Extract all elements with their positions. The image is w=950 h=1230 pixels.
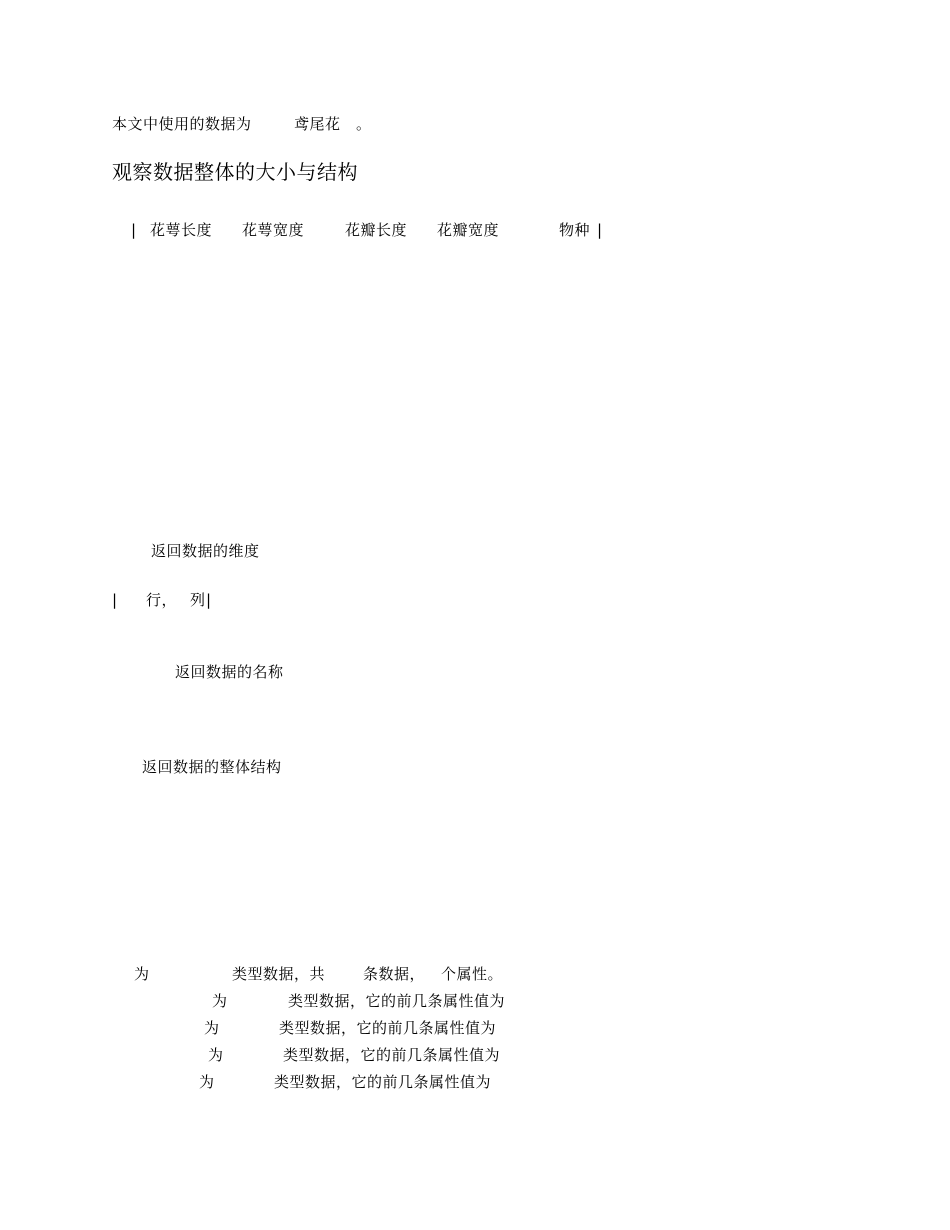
column-petal-width: 花瓣宽度 <box>437 221 500 239</box>
dim-bar-left: | <box>112 591 118 609</box>
summary-rows-text: 条数据， <box>363 965 426 983</box>
structure-line-wei: 为 <box>208 1046 224 1064</box>
summary-type-text: 类型数据，共 <box>232 965 326 983</box>
intro-prefix: 本文中使用的数据为 <box>112 115 252 133</box>
dim-output <box>112 591 312 609</box>
structure-line-text: 类型数据，它的前几条属性值为 <box>283 1046 501 1064</box>
structure-line <box>199 1073 539 1091</box>
column-sepal-width: 花萼宽度 <box>242 221 305 239</box>
table-header <box>112 221 632 239</box>
dim-bar-right: | <box>206 591 212 609</box>
section-title: 观察数据整体的大小与结构 <box>112 160 358 184</box>
structure-line-wei: 为 <box>204 1019 220 1037</box>
column-species: 物种 <box>559 221 591 239</box>
structure-line-text: 类型数据，它的前几条属性值为 <box>288 992 506 1010</box>
structure-line-wei: 为 <box>199 1073 215 1091</box>
structure-label: 返回数据的整体结构 <box>142 758 282 776</box>
table-header-bar-left: | <box>131 221 137 239</box>
dim-rows-text: 行， <box>146 591 178 609</box>
dim-cols-text: 列 <box>190 591 206 609</box>
structure-line <box>208 1046 548 1064</box>
summary-attrs-text: 个属性。 <box>441 965 504 983</box>
structure-line <box>204 1019 544 1037</box>
table-header-bar-right: | <box>597 221 603 239</box>
names-label: 返回数据的名称 <box>175 663 284 681</box>
column-petal-length: 花瓣长度 <box>345 221 408 239</box>
structure-line <box>212 992 552 1010</box>
dim-label: 返回数据的维度 <box>151 542 260 560</box>
intro-suffix: 。 <box>356 115 372 133</box>
structure-summary <box>134 965 534 983</box>
structure-line-text: 类型数据，它的前几条属性值为 <box>279 1019 497 1037</box>
structure-line-wei: 为 <box>212 992 228 1010</box>
intro-line <box>112 115 512 133</box>
structure-line-text: 类型数据，它的前几条属性值为 <box>274 1073 492 1091</box>
column-sepal-length: 花萼长度 <box>150 221 213 239</box>
summary-wei: 为 <box>134 965 150 983</box>
dataset-name: 鸢尾花 <box>294 115 341 133</box>
